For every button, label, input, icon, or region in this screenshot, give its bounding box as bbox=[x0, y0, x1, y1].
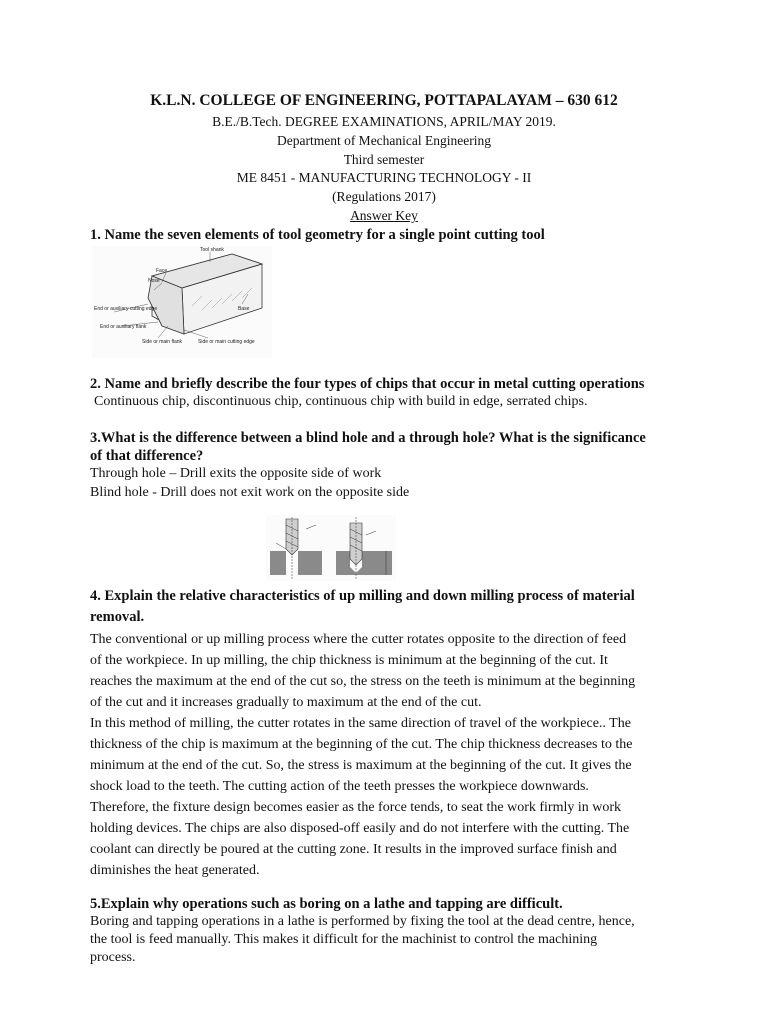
text-line: of the cut and it increases gradually to maximum at the end of the cut. bbox=[90, 695, 482, 710]
college-title: K.L.N. COLLEGE OF ENGINEERING, POTTAPALAYAM – 630 612 bbox=[150, 92, 618, 109]
label-side-cutting-edge: Side or main cutting edge bbox=[198, 339, 255, 345]
text-line: holding devices. The chips are also disposed-off easily and do not interfere with the cutting. The bbox=[90, 821, 630, 836]
question-3-line-1: 3.What is the difference between a blind hole and a through hole? What is the significance bbox=[90, 430, 646, 446]
drill-holes-figure bbox=[266, 515, 396, 581]
label-face: Face bbox=[156, 268, 168, 274]
answer-key-heading: Answer Key bbox=[350, 208, 418, 223]
answer-3-through-hole: Through hole – Drill exits the opposite side of work bbox=[90, 466, 382, 481]
text-line: coolant can directly be poured at the cutting zone. It results in the improved surface finish and bbox=[90, 842, 617, 857]
question-4-line-1: 4. Explain the relative characteristics of up milling and down milling process of material bbox=[90, 588, 635, 604]
label-side-flank: Side or main flank bbox=[142, 339, 183, 345]
question-5: 5.Explain why operations such as boring on a lathe and tapping are difficult. bbox=[90, 896, 563, 912]
regulations-label: (Regulations 2017) bbox=[332, 189, 436, 204]
text-line: The conventional or up milling process where the cutter rotates opposite to the direction of feed bbox=[90, 632, 627, 647]
semester-label: Third semester bbox=[343, 152, 425, 167]
label-end-cutting-edge: End or auxiliary cutting edge bbox=[94, 306, 158, 312]
course-title: ME 8451 - MANUFACTURING TECHNOLOGY - II bbox=[236, 170, 532, 185]
text-line: Therefore, the fixture design becomes easier as the force tends, to seat the work firmly in work bbox=[90, 800, 622, 815]
text-line: reaches the maximum at the end of the cut so, the stress on the teeth is minimum at the beginning bbox=[90, 674, 636, 689]
text-line: shock load to the teeth. The cutting action of the teeth presses the workpiece downwards. bbox=[90, 779, 589, 794]
label-tool-shank: Tool shank bbox=[200, 247, 224, 253]
single-point-tool-diagram bbox=[92, 246, 272, 358]
answer-2: Continuous chip, discontinuous chip, continuous chip with build in edge, serrated chips. bbox=[94, 394, 588, 409]
answer-4-up-milling bbox=[90, 629, 706, 881]
question-2: 2. Name and briefly describe the four types of chips that occur in metal cutting operations bbox=[90, 376, 645, 392]
question-4-line-2: removal. bbox=[90, 609, 145, 625]
text-line: diminishes the heat generated. bbox=[90, 863, 260, 878]
text-line: minimum at the end of the cut. So, the stress is maximum at the beginning of the cut. It gives the bbox=[90, 758, 632, 773]
text-line: In this method of milling, the cutter rotates in the same direction of travel of the workpiece.. The bbox=[90, 716, 631, 731]
label-end-flank: End or auxiliary flank bbox=[100, 324, 147, 330]
tool-geometry-figure bbox=[92, 246, 272, 358]
text-line: process. bbox=[90, 950, 136, 965]
through-and-blind-hole-diagram bbox=[266, 515, 396, 581]
answer-3-blind-hole: Blind hole - Drill does not exit work on the opposite side bbox=[90, 485, 410, 500]
question-3-line-2: of that difference? bbox=[90, 448, 204, 464]
text-line: the tool is feed manually. This makes it difficult for the machinist to control the machining bbox=[90, 932, 598, 947]
text-line: Boring and tapping operations in a lathe is performed by fixing the tool at the dead centre, hence, bbox=[90, 914, 635, 929]
label-base: Base bbox=[238, 306, 250, 312]
label-nose: Nose bbox=[148, 278, 160, 284]
text-line: of the workpiece. In up milling, the chip thickness is minimum at the beginning of the cut. It bbox=[90, 653, 608, 668]
exam-title: B.E./B.Tech. DEGREE EXAMINATIONS, APRIL/MAY 2019. bbox=[212, 114, 556, 129]
text-line: thickness of the chip is maximum at the beginning of the cut. The chip thickness decreases to the bbox=[90, 737, 633, 752]
department-name: Department of Mechanical Engineering bbox=[276, 133, 492, 148]
question-1: 1. Name the seven elements of tool geometry for a single point cutting tool bbox=[90, 227, 545, 243]
answer-5 bbox=[90, 913, 710, 967]
